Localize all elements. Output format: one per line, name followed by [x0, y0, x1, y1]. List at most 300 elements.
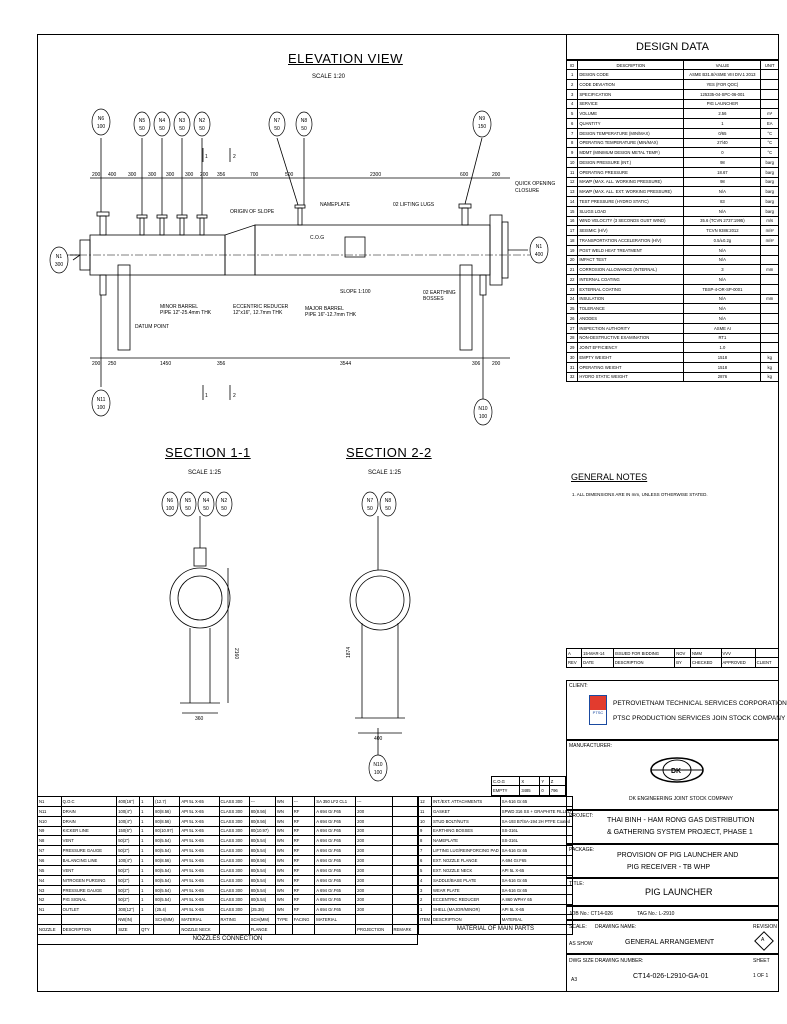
- design-data-cell: 27: [567, 323, 578, 333]
- nozzle-cell: 1: [140, 875, 154, 885]
- cog-cell: 796: [549, 786, 565, 795]
- nozzle-cell: WN: [275, 846, 292, 856]
- nozzle-cell: 1: [140, 836, 154, 846]
- nozzle-cell: CLASS 300: [219, 797, 249, 807]
- nozzle-cell: WN: [275, 856, 292, 866]
- nozzle-cell: 80(5.54): [249, 875, 275, 885]
- design-data-header: [566, 34, 779, 60]
- main-part-cell: SS-316L: [500, 826, 572, 836]
- nozzle-cell: RF: [292, 836, 315, 846]
- svg-text:N9: N9: [478, 116, 486, 122]
- nozzle-cell: N1: [38, 797, 62, 807]
- main-part-cell: 11: [419, 806, 432, 816]
- table-row: [567, 109, 779, 119]
- cog-header: Y: [540, 777, 549, 786]
- design-data-cell: 15: [567, 206, 578, 216]
- nozzle-cell: 1: [140, 846, 154, 856]
- table-row: [567, 275, 779, 285]
- design-data-cell: EA: [761, 119, 779, 129]
- nozzle-cell: A 694 Gr.F65: [315, 875, 356, 885]
- nozzle-cell: ---: [249, 797, 275, 807]
- design-data-cell: MAWP (MAX. ALL. EXT. WORKING PRESSURE): [578, 187, 684, 197]
- main-part-cell: GASKET: [432, 806, 501, 816]
- design-data-cell: kg: [761, 353, 779, 363]
- design-data-cell: 125335-04-SPC-06-001: [684, 89, 761, 99]
- dwg-size: A3: [571, 977, 578, 983]
- nozzle-cell: 1: [140, 895, 154, 905]
- design-data-cell: barg: [761, 158, 779, 168]
- cog-cell: 0: [540, 786, 549, 795]
- revision-header: APPROVED: [721, 658, 755, 667]
- design-data-cell: [761, 70, 779, 80]
- nozzle-cell: 100(4"): [117, 856, 140, 866]
- table-row: [567, 304, 779, 314]
- svg-text:300: 300: [54, 262, 64, 268]
- cog-header: Z: [549, 777, 565, 786]
- nozzle-cell: OUTLET: [61, 905, 117, 915]
- nozzle-subheader: [356, 915, 392, 925]
- nozzle-cell: CLASS 300: [219, 816, 249, 826]
- design-data-cell: N/A: [684, 314, 761, 324]
- design-data-cell: N/A: [684, 304, 761, 314]
- main-part-cell: EARTHING BOSSES: [432, 826, 501, 836]
- svg-text:N1: N1: [55, 254, 63, 260]
- dwg-size-label: DWG SIZE: [569, 958, 594, 964]
- table-row: [567, 226, 779, 236]
- table-row: [567, 206, 779, 216]
- svg-text:50: 50: [159, 126, 165, 132]
- section2-dim-w: 400: [374, 736, 383, 742]
- nozzle-cell: 80(8.56): [154, 816, 180, 826]
- svg-text:200: 200: [492, 361, 501, 367]
- nozzle-cell: A 694 Gr.F65: [315, 856, 356, 866]
- nozzle-cell: [392, 846, 417, 856]
- main-part-cell: SA-516 Gr.65: [500, 846, 572, 856]
- design-data-cell: 23: [567, 284, 578, 294]
- nozzle-header: [292, 924, 315, 934]
- svg-text:50: 50: [274, 126, 280, 132]
- design-data-cell: VOLUME: [578, 109, 684, 119]
- nozzle-header: [275, 924, 292, 934]
- nozzle-cell: RF: [292, 865, 315, 875]
- table-row: [567, 343, 779, 353]
- nozzle-cell: 50(2"): [117, 846, 140, 856]
- scale-label: SCALE:: [569, 924, 587, 930]
- design-data-cell: QUANTITY: [578, 119, 684, 129]
- design-data-cell: 8: [567, 138, 578, 148]
- design-data-cell: 19: [567, 245, 578, 255]
- svg-text:50: 50: [367, 506, 373, 512]
- svg-text:QUICK OPENING: QUICK OPENING: [515, 181, 556, 187]
- nozzle-cell: 80(5.54): [249, 836, 275, 846]
- table-row: [567, 197, 779, 207]
- nozzle-cell: N10: [38, 816, 62, 826]
- svg-text:12"x16", 12.7mm THK: 12"x16", 12.7mm THK: [233, 310, 283, 316]
- general-note-1: 1. ALL DIMENSIONS ARE IN mm, UNLESS OTHERWISE STATED.: [572, 492, 708, 497]
- design-data-cell: 1.0: [684, 343, 761, 353]
- design-data-cell: kg: [761, 372, 779, 382]
- svg-text:MINOR BARREL: MINOR BARREL: [160, 304, 199, 310]
- design-data-cell: OPERATING WEIGHT: [578, 362, 684, 372]
- drawing-number: CT14-026-L2910-GA-01: [633, 973, 709, 980]
- section2-dim-h: 1874: [346, 646, 352, 658]
- nozzle-cell: RF: [292, 806, 315, 816]
- design-data-cell: 24: [567, 294, 578, 304]
- nozzle-cell: 200: [356, 816, 392, 826]
- table-row: [567, 294, 779, 304]
- nozzle-cell: RF: [292, 895, 315, 905]
- table-row: [567, 333, 779, 343]
- project-line2: & GATHERING SYSTEM PROJECT, PHASE 1: [607, 829, 753, 836]
- table-row: [38, 816, 418, 826]
- svg-text:N3: N3: [178, 118, 186, 124]
- design-data-cell: SEISMIC (H/V): [578, 226, 684, 236]
- design-data-cell: m/s: [761, 216, 779, 226]
- design-data-cell: 1518: [684, 362, 761, 372]
- design-data-cell: 14: [567, 197, 578, 207]
- svg-text:100: 100: [96, 405, 106, 411]
- design-data-table: ID DESCRIPTION VALUE UNIT 1 DESIGN CODE ASME B31.8/ASME VIII DIV.1 2013 2 CODE DEVIATION YES (FOR QOC) 3 SPECIFICATION 125335-04-SPC-06-001 4 SERVICE PIG LAUNCHER 5 VOLUME 2.56 m³ 6 QUANTITY 1 EA 7 DESIGN TEMPERATURE (MIN/MAX) 0/65 °C 8 OPERATING TEMPERATURE (MIN/MAX) 27/40 °C 9 MDMT (MINIMUM DESIGN METAL TEMP.) 0 °C 10 DESIGN PRESSURE (INT.) 98 barg 11 OPERATING PRESSURE 18.67 barg 12 MAWP (MAX. ALL. WORKING PRESSURE) 98 barg 13 MAWP (MAX. ALL. EXT. WORKING PRESSURE) N/A barg 14 TEST PRESSURE (HYDRO STATIC) 83 barg 15 SLUGS LOAD N/A barg 16 WIND VELOCITY (3 SECONDS GUST WIND) 35.6 (TCVN 2737:1995) m/s 17 SEISMIC (H/V) TCVN 9386:2012 m/s² 18 TRANSPORTATION ACCELERATION (H/V) 0.5/±0.2g m/s² 19 POST WELD HEAT TREATMENT N/A 20 IMPACT TEST N/A 21 CORROSION ALLOWANCE (INTERNAL) 3 mm 22 INTERNAL COATING N/A 23 EXTERNAL COATING TBSP-4-OR-SP-0001 24 INSULATION N/A mm 25 TOLERANCE N/A 26 ANODES N/A 27 INSPECTION AUTHORITY ASME AI 28 NON-DESTRUCTIVE EXAMINATION RT1 29 JOINT EFFICIENCY 1.0 30 EMPTY WEIGHT 1518 kg 31 OPERATING WEIGHT 1518 kg 32 HYDRO STATIC WEIGHT 2876 kg: [566, 60, 779, 382]
- table-row: [567, 128, 779, 138]
- design-data-cell: [761, 333, 779, 343]
- nozzle-subheader: FACING: [292, 915, 315, 925]
- svg-text:N8: N8: [300, 118, 308, 124]
- nozzle-cell: RF: [292, 846, 315, 856]
- section2-title: SECTION 2-2: [346, 445, 432, 460]
- svg-text:N5: N5: [138, 118, 146, 124]
- nozzle-cell: 80(8.56): [154, 856, 180, 866]
- nozzle-cell: 1: [140, 885, 154, 895]
- table-row: [38, 846, 418, 856]
- table-row: [38, 905, 418, 915]
- design-data-cell: 98: [684, 177, 761, 187]
- nozzle-cell: 200: [356, 905, 392, 915]
- design-data-cell: [761, 343, 779, 353]
- table-row: [38, 826, 418, 836]
- table-row: [38, 865, 418, 875]
- svg-text:400: 400: [108, 172, 117, 178]
- nozzle-cell: N2: [38, 895, 62, 905]
- table-row: [567, 245, 779, 255]
- nozzle-subheader: MATERIAL: [315, 915, 356, 925]
- nozzle-cell: 1: [140, 797, 154, 807]
- nozzles-title: NOZZLES CONNECTION: [38, 934, 418, 944]
- nozzle-cell: A 694 Gr.F65: [315, 846, 356, 856]
- section2-drawing: [330, 488, 440, 788]
- nozzle-subheader: [392, 915, 417, 925]
- section2-scale: SCALE 1:25: [368, 470, 402, 476]
- nozzle-cell: (25.38): [249, 905, 275, 915]
- title-label: TITLE:: [569, 881, 585, 887]
- design-data-cell: 28: [567, 333, 578, 343]
- table-row: [38, 875, 418, 885]
- design-data-cell: MDMT (MINIMUM DESIGN METAL TEMP.): [578, 148, 684, 158]
- nozzle-cell: 80(8.56): [249, 856, 275, 866]
- ptsc-logo: PTSC: [589, 695, 607, 725]
- nozzle-cell: API 5L X-65: [180, 856, 219, 866]
- nozzle-cell: RF: [292, 826, 315, 836]
- main-part-cell: API 5L X-65: [500, 865, 572, 875]
- design-data-cell: ANODES: [578, 314, 684, 324]
- nozzle-cell: 300(12"): [117, 905, 140, 915]
- nozzle-cell: 80(5.54): [154, 895, 180, 905]
- design-data-cell: mm: [761, 294, 779, 304]
- revision-table: [566, 648, 779, 668]
- svg-text:BOSSES: BOSSES: [423, 296, 444, 302]
- nozzle-header: [154, 924, 180, 934]
- nozzle-cell: API 5L X-65: [180, 875, 219, 885]
- nozzle-cell: API 5L X-65: [180, 895, 219, 905]
- section1-title: SECTION 1-1: [165, 445, 251, 460]
- table-row: [567, 372, 779, 382]
- design-data-cell: 35.6 (TCVN 2737:1995): [684, 216, 761, 226]
- nozzle-cell: 100(4"): [117, 816, 140, 826]
- svg-text:1: 1: [205, 154, 208, 160]
- svg-text:100: 100: [373, 770, 383, 776]
- main-part-cell: EXT. NOZZLE NECK: [432, 865, 501, 875]
- nozzle-cell: N7: [38, 846, 62, 856]
- svg-text:1450: 1450: [160, 361, 172, 367]
- svg-text:600: 600: [460, 172, 469, 178]
- design-data-cell: kg: [761, 362, 779, 372]
- main-part-cell: API 5L X-65: [500, 905, 572, 915]
- design-data-cell: 18.67: [684, 167, 761, 177]
- nozzle-cell: 80(8.56): [249, 816, 275, 826]
- design-data-cell: 21: [567, 265, 578, 275]
- design-data-cell: [761, 323, 779, 333]
- design-data-cell: [761, 304, 779, 314]
- revision-cell: NMM: [690, 649, 721, 658]
- nozzle-cell: Q.O.C: [61, 797, 117, 807]
- svg-text:N4: N4: [202, 498, 210, 504]
- nozzle-cell: PIG SIGNAL: [61, 895, 117, 905]
- svg-text:50: 50: [179, 126, 185, 132]
- cog-header: X: [520, 777, 540, 786]
- nozzle-cell: 200: [356, 806, 392, 816]
- nozzle-cell: 80(5.54): [249, 865, 275, 875]
- nozzle-cell: CLASS 300: [219, 875, 249, 885]
- design-data-cell: N/A: [684, 206, 761, 216]
- svg-text:N6: N6: [166, 498, 174, 504]
- design-data-cell: 10: [567, 158, 578, 168]
- nozzle-cell: WN: [275, 865, 292, 875]
- nozzle-cell: 80(5.54): [154, 865, 180, 875]
- nozzle-subheader: SCH(MM): [249, 915, 275, 925]
- svg-text:PIPE 12"-25.4mm THK: PIPE 12"-25.4mm THK: [160, 310, 212, 316]
- svg-text:3544: 3544: [340, 361, 352, 367]
- nozzle-cell: [392, 875, 417, 885]
- design-data-cell: 12: [567, 177, 578, 187]
- table-row: [567, 187, 779, 197]
- table-row: [567, 148, 779, 158]
- design-data-cell: barg: [761, 167, 779, 177]
- revision-cell: ISSUED FOR BIDDING: [613, 649, 674, 658]
- table-row: [567, 138, 779, 148]
- svg-text:100: 100: [96, 124, 106, 130]
- svg-text:DATUM POINT: DATUM POINT: [135, 324, 170, 330]
- main-part-cell: EXT. NOZZLE FLANGE: [432, 856, 501, 866]
- revision-header: CHECKED: [690, 658, 721, 667]
- design-data-cell: N/A: [684, 245, 761, 255]
- nozzle-cell: WN: [275, 816, 292, 826]
- design-data-cell: MAWP (MAX. ALL. WORKING PRESSURE): [578, 177, 684, 187]
- nozzle-cell: WN: [275, 826, 292, 836]
- design-data-cell: 25: [567, 304, 578, 314]
- table-row: [419, 797, 573, 807]
- main-part-cell: 1: [419, 905, 432, 915]
- table-row: [567, 89, 779, 99]
- nozzle-cell: WN: [275, 895, 292, 905]
- nozzle-cell: VENT: [61, 865, 117, 875]
- table-row: [419, 885, 573, 895]
- svg-text:1: 1: [205, 393, 208, 399]
- nozzle-cell: CLASS 300: [219, 856, 249, 866]
- table-row: [567, 167, 779, 177]
- design-data-cell: TEST PRESSURE (HYDRO STATIC): [578, 197, 684, 207]
- svg-text:300: 300: [185, 172, 194, 178]
- table-row: [419, 816, 573, 826]
- table-row: [567, 216, 779, 226]
- nozzle-cell: A 694 Gr.F65: [315, 865, 356, 875]
- svg-text:200: 200: [200, 172, 209, 178]
- nozzle-header: PROJECTION: [356, 924, 392, 934]
- nozzle-cell: API 5L X-65: [180, 826, 219, 836]
- design-data-cell: POST WELD HEAT TREATMENT: [578, 245, 684, 255]
- design-data-cell: [761, 284, 779, 294]
- design-data-cell: 83: [684, 197, 761, 207]
- tag-number: TAG No.: L-2910: [637, 911, 675, 917]
- svg-text:250: 250: [108, 361, 117, 367]
- design-data-cell: 13: [567, 187, 578, 197]
- svg-text:300: 300: [128, 172, 137, 178]
- svg-text:N10: N10: [373, 762, 383, 768]
- svg-text:200: 200: [92, 361, 101, 367]
- nozzle-cell: API 5L X-65: [180, 836, 219, 846]
- design-data-cell: °C: [761, 148, 779, 158]
- design-data-cell: 26: [567, 314, 578, 324]
- nozzle-subheader: TYPE: [275, 915, 292, 925]
- svg-text:N2: N2: [198, 118, 206, 124]
- design-data-cell: 18: [567, 236, 578, 246]
- table-row: [567, 158, 779, 168]
- elevation-scale: SCALE 1:20: [312, 74, 346, 80]
- drawing-name-row: [566, 920, 779, 954]
- design-data-cell: WIND VELOCITY (3 SECONDS GUST WIND): [578, 216, 684, 226]
- main-parts-title: MATERIAL OF MAIN PARTS: [419, 924, 573, 934]
- main-part-cell: SHELL (MAJOR/MINOR): [432, 905, 501, 915]
- design-data-cell: barg: [761, 206, 779, 216]
- nozzle-cell: N11: [38, 806, 62, 816]
- drawing-title: PIG LAUNCHER: [645, 887, 713, 897]
- svg-text:N5: N5: [184, 498, 192, 504]
- main-part-cell: 7: [419, 846, 432, 856]
- design-data-cell: [761, 314, 779, 324]
- revision-cell: 15-MAR-14: [582, 649, 614, 658]
- nozzle-cell: SA 350 LF2 CL1: [315, 797, 356, 807]
- design-data-cell: [761, 80, 779, 90]
- design-data-cell: 2: [567, 80, 578, 90]
- design-data-cell: SERVICE: [578, 99, 684, 109]
- nozzle-cell: 80(5.54): [249, 885, 275, 895]
- nozzle-cell: [392, 806, 417, 816]
- svg-text:50: 50: [301, 126, 307, 132]
- main-part-cell: SA-516 Gr.65: [500, 797, 572, 807]
- design-data-cell: 3: [567, 89, 578, 99]
- nozzle-cell: [392, 895, 417, 905]
- design-data-cell: [761, 245, 779, 255]
- design-data-cell: 6: [567, 119, 578, 129]
- design-data-cell: YES (FOR QOC): [684, 80, 761, 90]
- svg-text:150: 150: [477, 124, 487, 130]
- table-row: [567, 80, 779, 90]
- nozzle-cell: WN: [275, 797, 292, 807]
- cog-header: C.O.G: [492, 777, 520, 786]
- design-data-cell: IMPACT TEST: [578, 255, 684, 265]
- main-part-cell: SA-193 B7/SA-194 2H PTFE Coated: [500, 816, 572, 826]
- nozzle-cell: 80(8.56): [249, 806, 275, 816]
- design-data-cell: 2876: [684, 372, 761, 382]
- main-part-cell: SA-516 Gr.65: [500, 885, 572, 895]
- table-row: [419, 826, 573, 836]
- nozzle-subheader: [38, 915, 62, 925]
- main-part-cell: 9: [419, 826, 432, 836]
- nozzle-cell: 80(8.56): [154, 806, 180, 816]
- design-data-cell: [761, 255, 779, 265]
- nozzle-cell: 400(16"): [117, 797, 140, 807]
- main-part-cell: A 694 Gr.F65: [500, 856, 572, 866]
- nozzle-cell: A 694 Gr.F65: [315, 895, 356, 905]
- table-row: [38, 836, 418, 846]
- client-label: CLIENT:: [569, 683, 588, 689]
- nozzle-cell: API 5L X-65: [180, 806, 219, 816]
- section1-drawing: [150, 488, 270, 758]
- table-row: [419, 875, 573, 885]
- nozzle-cell: 50(2"): [117, 885, 140, 895]
- design-data-cell: 29: [567, 343, 578, 353]
- main-part-cell: 12: [419, 797, 432, 807]
- design-data-cell: mm: [761, 265, 779, 275]
- nozzle-cell: DRAIN: [61, 816, 117, 826]
- nozzle-cell: A 694 Gr.F65: [315, 836, 356, 846]
- svg-text:CLOSURE: CLOSURE: [515, 188, 540, 194]
- svg-text:NAMEPLATE: NAMEPLATE: [320, 202, 350, 208]
- nozzle-cell: 200: [356, 826, 392, 836]
- design-data-cell: HYDRO STATIC WEIGHT: [578, 372, 684, 382]
- table-row: [419, 905, 573, 915]
- svg-text:356: 356: [217, 361, 226, 367]
- table-row: [567, 314, 779, 324]
- svg-text:400: 400: [534, 252, 544, 258]
- nozzle-cell: A 694 Gr.F65: [315, 905, 356, 915]
- nozzle-cell: A 694 Gr.F65: [315, 806, 356, 816]
- job-row: [566, 906, 779, 920]
- revision-cell: [755, 649, 778, 658]
- table-row: [567, 255, 779, 265]
- design-data-cell: CORROSION ALLOWANCE (INTERNAL): [578, 265, 684, 275]
- nozzle-header: [315, 924, 356, 934]
- design-data-cell: OPERATING PRESSURE: [578, 167, 684, 177]
- nozzle-cell: 80(5.54): [154, 885, 180, 895]
- nozzle-cell: API 5L X-65: [180, 885, 219, 895]
- nozzle-cell: RF: [292, 856, 315, 866]
- table-row: [419, 865, 573, 875]
- nozzle-cell: 100(4"): [117, 806, 140, 816]
- main-part-cell: 5: [419, 865, 432, 875]
- table-row: [567, 353, 779, 363]
- svg-text:N8: N8: [384, 498, 392, 504]
- drawing-name: GENERAL ARRANGEMENT: [625, 939, 715, 946]
- nozzle-cell: 80(5.54): [154, 875, 180, 885]
